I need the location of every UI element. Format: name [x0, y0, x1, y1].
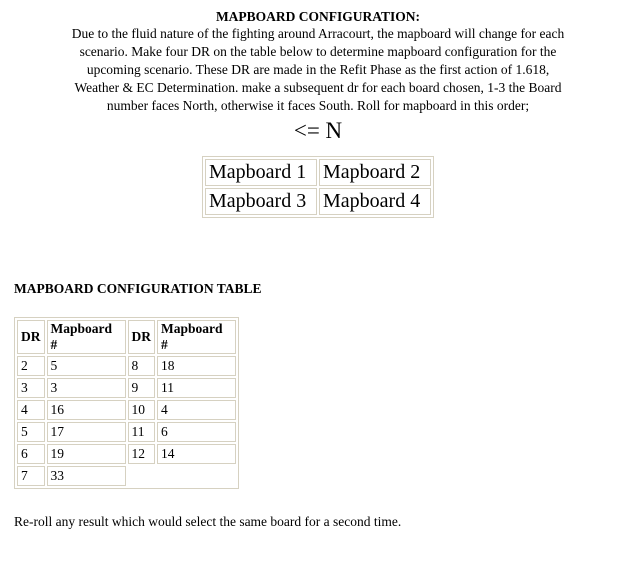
mapboard-number-cell: 14 — [157, 444, 236, 464]
dr-cell: 7 — [17, 466, 45, 486]
dr-column-header: DR — [128, 320, 156, 354]
dr-cell: 4 — [17, 400, 45, 420]
table-header-row — [17, 320, 236, 354]
dr-cell: 10 — [128, 400, 156, 420]
intro-line: Due to the fluid nature of the fighting around Arracourt, the mapboard will change for each — [71, 26, 565, 41]
intro-line: Weather & EC Determination. make a subsequent dr for each board chosen, 1-3 the Board — [74, 80, 562, 95]
intro-line: upcoming scenario. These DR are made in the Refit Phase as the first action of 1.618, — [86, 62, 550, 77]
mapboard-number-cell: 6 — [157, 422, 236, 442]
reroll-note: Re-roll any result which would select the same board for a second time. — [14, 514, 402, 529]
mapboard-number-cell: 19 — [47, 444, 126, 464]
mapboard-column-header: Mapboard # — [157, 320, 236, 354]
mapboard-cell: Mapboard 3 — [205, 188, 317, 215]
table-row — [17, 356, 236, 376]
dr-cell: 11 — [128, 422, 156, 442]
mapboard-cell: Mapboard 4 — [319, 188, 431, 215]
mapboard-grid-table — [202, 156, 434, 218]
config-table-heading: MAPBOARD CONFIGURATION TABLE — [14, 281, 262, 296]
table-row — [17, 466, 236, 486]
dr-cell: 3 — [17, 378, 45, 398]
mapboard-number-cell: 17 — [47, 422, 126, 442]
dr-cell: 2 — [17, 356, 45, 376]
table-row — [17, 422, 236, 442]
north-direction-note: <= N — [293, 118, 343, 143]
mapboard-number-cell: 18 — [157, 356, 236, 376]
intro-line: number faces North, otherwise it faces South. Roll for mapboard in this order; — [106, 98, 530, 113]
mapboard-number-cell: 16 — [47, 400, 126, 420]
page-title: MAPBOARD CONFIGURATION: — [215, 9, 421, 24]
mapboard-cell: Mapboard 1 — [205, 159, 317, 186]
table-row — [17, 444, 236, 464]
table-row — [17, 378, 236, 398]
dr-column-header: DR — [17, 320, 45, 354]
table-row — [205, 159, 431, 186]
table-row — [17, 400, 236, 420]
dr-cell: 6 — [17, 444, 45, 464]
dr-cell: 8 — [128, 356, 156, 376]
dr-cell: 12 — [128, 444, 156, 464]
intro-paragraph — [14, 25, 622, 115]
mapboard-cell: Mapboard 2 — [319, 159, 431, 186]
mapboard-number-cell: 5 — [47, 356, 126, 376]
dr-cell: 5 — [17, 422, 45, 442]
mapboard-number-cell: 33 — [47, 466, 126, 486]
mapboard-column-header: Mapboard # — [47, 320, 126, 354]
mapboard-number-cell: 3 — [47, 378, 126, 398]
mapboard-number-cell: 11 — [157, 378, 236, 398]
intro-line: scenario. Make four DR on the table below to determine mapboard configuration for the — [79, 44, 557, 59]
mapboard-number-cell: 4 — [157, 400, 236, 420]
table-row — [205, 188, 431, 215]
dr-cell: 9 — [128, 378, 156, 398]
config-table — [14, 317, 239, 489]
